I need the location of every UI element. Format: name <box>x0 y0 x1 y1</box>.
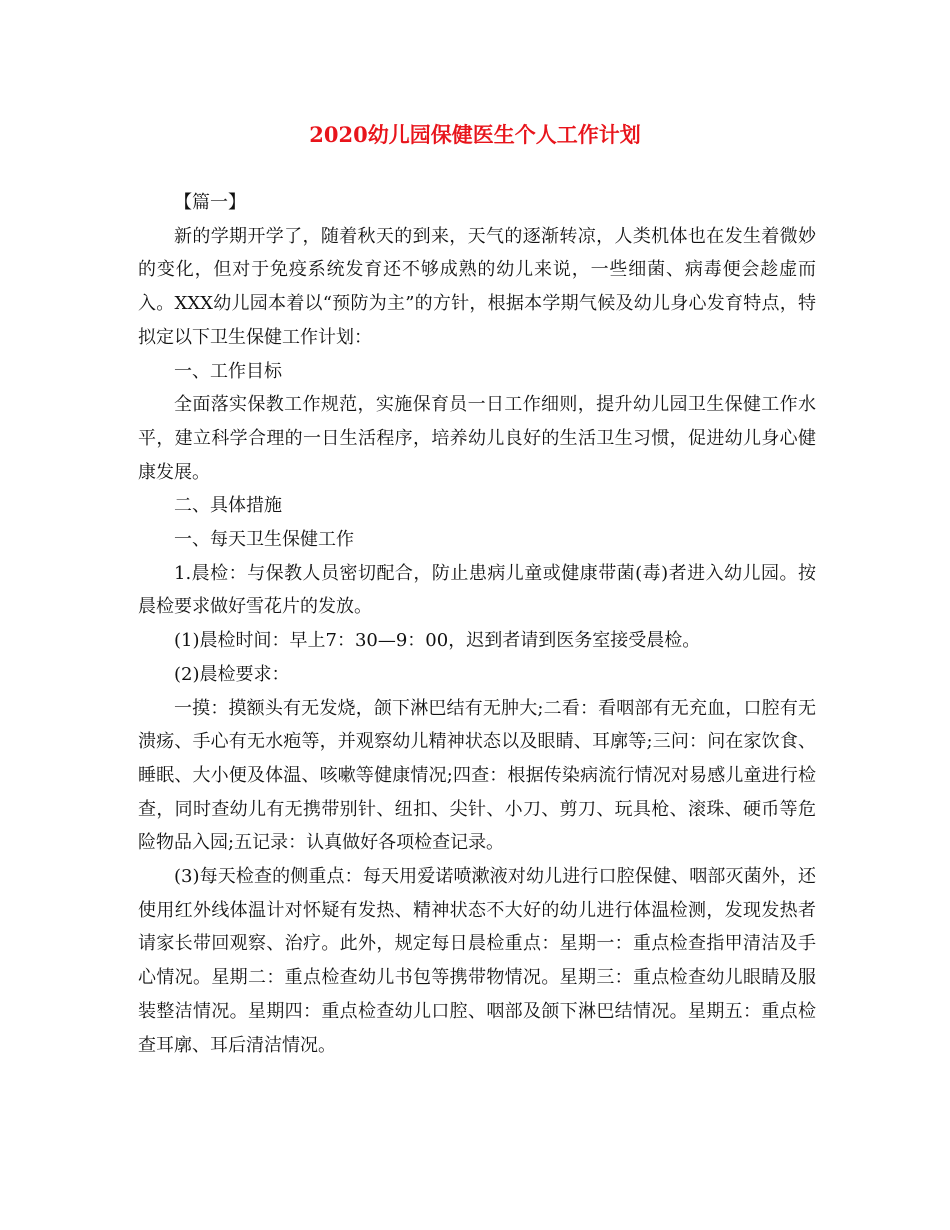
paragraph: 新的学期开学了，随着秋天的到来，天气的逐渐转凉，人类机体也在发生着微妙的变化，但对于免疫系统发育还不够成熟的幼儿来说，一些细菌、病毒便会趁虚而入。XXX幼儿园本着以“预防为主”的方针，根据本学期气候及幼儿身心发育特点，特拟定以下卫生保健工作计划： <box>138 225 816 348</box>
section-heading: 【篇一】 <box>174 192 246 213</box>
subheading: 一、每天卫生保健工作 <box>174 529 354 551</box>
paragraph: 全面落实保教工作规范，实施保育员一日工作细则，提升幼儿园卫生保健工作水平，建立科学合理的一日生活程序，培养幼儿良好的生活卫生习惯，促进幼儿身心健康发展。 <box>138 394 816 483</box>
subheading: 一、工作目标 <box>174 360 282 382</box>
subheading: 二、具体措施 <box>174 495 282 517</box>
paragraph: (2)晨检要求： <box>174 663 290 685</box>
paragraph: 一摸：摸额头有无发烧，颌下淋巴结有无肿大;二看：看咽部有无充血，口腔有无溃疡、手心有无水疱等，并观察幼儿精神状态以及眼睛、耳廓等;三问：问在家饮食、睡眠、大小便及体温、咳嗽等健康情况;四查：根据传染病流行情况对易感儿童进行检查，同时查幼儿有无携带别针、纽扣、尖针、小刀、剪刀、玩具枪、滚珠、硬币等危险物品入园;五记录：认真做好各项检查记录。 <box>138 697 816 854</box>
paragraph: (1)晨检时间：早上7：30—9：00，迟到者请到医务室接受晨检。 <box>174 630 701 652</box>
paragraph: (3)每天检查的侧重点：每天用爱诺喷漱液对幼儿进行口腔保健、咽部灭菌外，还使用红外线体温计对怀疑有发热、精神状态不大好的幼儿进行体温检测，发现发热者请家长带回观察、治疗。此外，规定每日晨检重点：星期一：重点检查指甲清洁及手心情况。星期二：重点检查幼儿书包等携带物情况。星期三：重点检查幼儿眼睛及服装整洁情况。星期四：重点检查幼儿口腔、咽部及颌下淋巴结情况。星期五：重点检查耳廓、耳后清洁情况。 <box>138 866 816 1056</box>
document-body <box>138 186 816 1062</box>
document-title: 2020幼儿园保健医生个人工作计划 <box>309 122 641 147</box>
paragraph: 1.晨检：与保教人员密切配合，防止患病儿童或健康带菌(毒)者进入幼儿园。按晨检要求做好雪花片的发放。 <box>138 562 816 618</box>
